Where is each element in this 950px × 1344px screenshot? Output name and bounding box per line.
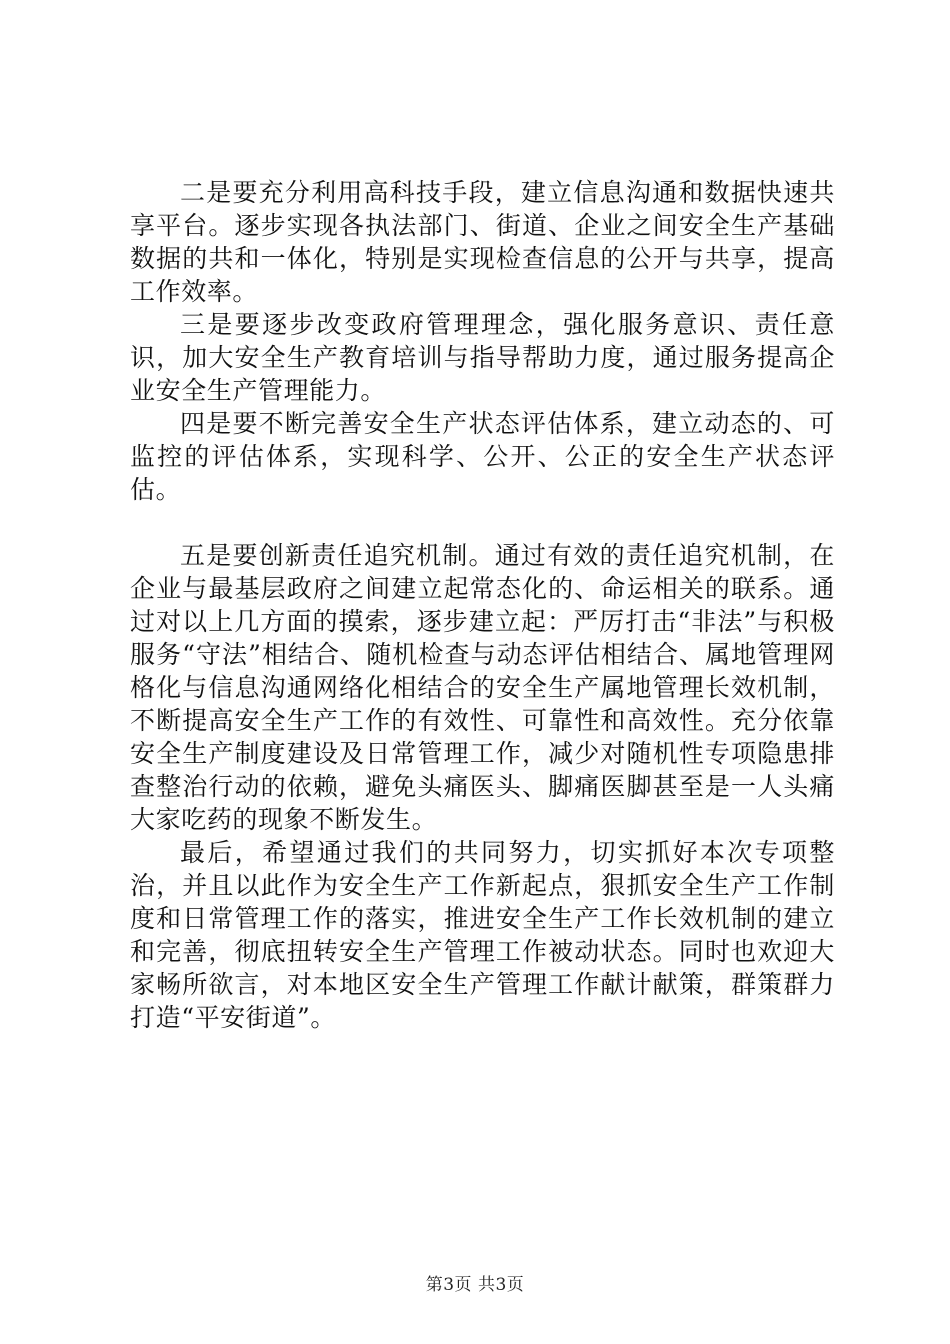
paragraph-final: 最后，希望通过我们的共同努力，切实抓好本次专项整治，并且以此作为安全生产工作新起点，狠抓安全生产工作制度和日常管理工作的落实，推进安全生产工作长效机制的建立和完善，彻底扭转安全生产管理工作被动状态。同时也欢迎大家畅所欲言，对本地区安全生产管理工作献计献策，群策群力打造“平安街道”。 xyxy=(130,838,835,1032)
document-body xyxy=(130,176,835,1034)
page-number-footer: 第3页 共3页 xyxy=(425,1275,525,1295)
paragraph-5: 五是要创新责任追究机制。通过有效的责任追究机制，在企业与最基层政府之间建立起常态化的、命运相关的联系。通过对以上几方面的摸索，逐步建立起：严厉打击“非法”与积极服务“守法”相结合、随机检查与动态评估相结合、属地管理网格化与信息沟通网络化相结合的安全生产属地管理长效机制，不断提高安全生产工作的有效性、可靠性和高效性。充分依靠安全生产制度建设及日常管理工作，减少对随机性专项隐患排查整治行动的依赖，避免头痛医头、脚痛医脚甚至是一人头痛大家吃药的现象不断发生。 xyxy=(130,541,835,834)
paragraph-2: 二是要充分利用高科技手段，建立信息沟通和数据快速共享平台。逐步实现各执法部门、街道、企业之间安全生产基础数据的共和一体化，特别是实现检查信息的公开与共享，提高工作效率。 xyxy=(130,178,835,306)
paragraph-4: 四是要不断完善安全生产状态评估体系，建立动态的、可监控的评估体系，实现科学、公开、公正的安全生产状态评估。 xyxy=(130,409,835,504)
paragraph-3: 三是要逐步改变政府管理理念，强化服务意识、责任意识，加大安全生产教育培训与指导帮助力度，通过服务提高企业安全生产管理能力。 xyxy=(130,310,835,405)
paragraph-gap xyxy=(130,506,835,539)
